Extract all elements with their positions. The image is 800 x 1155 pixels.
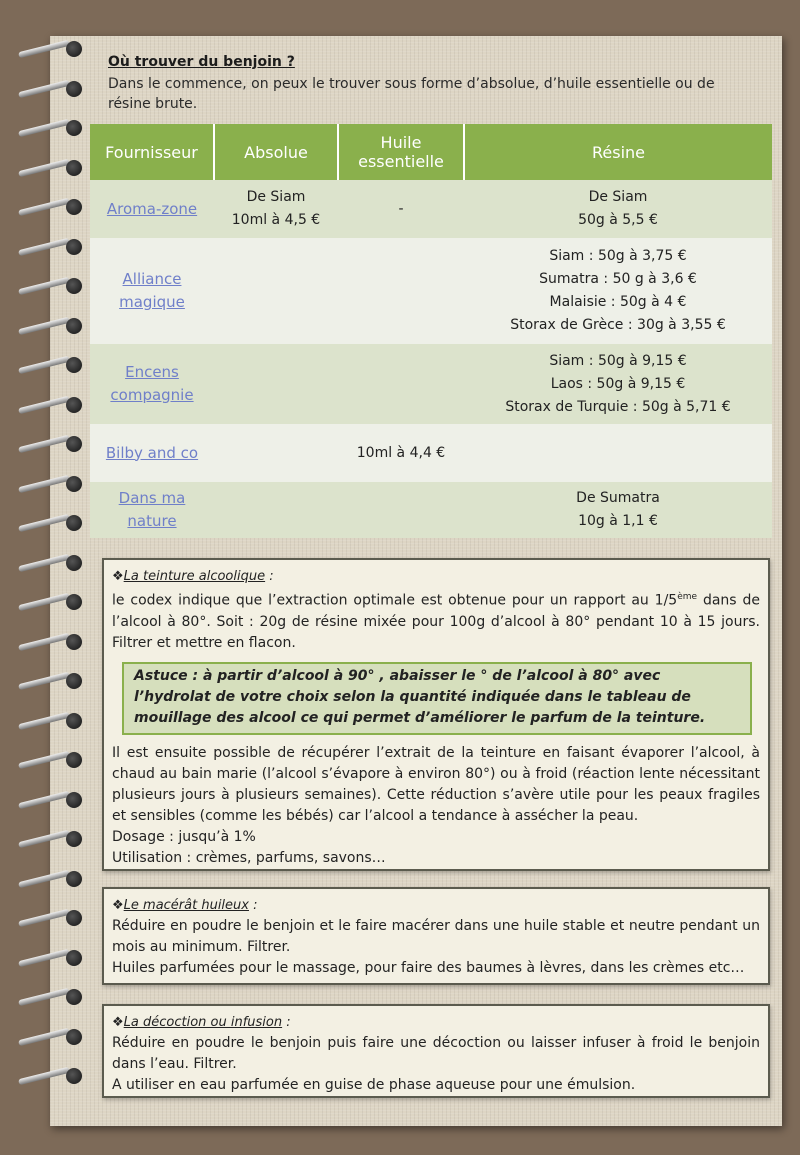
- teinture-title: La teinture alcoolique: [123, 569, 266, 584]
- table-row: [90, 344, 772, 424]
- supplier-table: [90, 124, 772, 538]
- section-title: Où trouver du benjoin ?: [108, 54, 295, 70]
- absolue-cell: [214, 238, 338, 344]
- ring-hole: [66, 436, 82, 452]
- spiral-ring: [14, 119, 84, 135]
- absolue-cell: [214, 180, 338, 238]
- supplier-link[interactable]: Bilby and co: [90, 424, 214, 482]
- spiral-ring: [14, 554, 84, 570]
- spiral-ring: [14, 514, 84, 530]
- ring-wire: [18, 751, 70, 769]
- absolue-cell: [214, 344, 338, 424]
- ring-wire: [18, 869, 70, 887]
- ring-wire: [18, 198, 70, 216]
- ring-hole: [66, 41, 82, 57]
- ring-wire: [18, 948, 70, 966]
- decoction-colon: :: [282, 1015, 291, 1030]
- supplier-link[interactable]: Aroma-zone: [90, 180, 214, 238]
- ring-wire: [18, 119, 70, 137]
- ring-wire: [18, 593, 70, 611]
- table-row: [90, 238, 772, 344]
- teinture-bullet-icon: ❖: [112, 569, 124, 584]
- ring-wire: [18, 356, 70, 374]
- table-row: [90, 482, 772, 538]
- spiral-ring: [14, 949, 84, 965]
- table-row: [90, 424, 772, 482]
- ring-wire: [18, 435, 70, 453]
- ring-wire: [18, 988, 70, 1006]
- spiral-ring: [14, 40, 84, 56]
- teinture-colon: :: [265, 569, 274, 584]
- teinture-para-2: Il est ensuite possible de récupérer l’extrait de la teinture en faisant évaporer l’alcool, à chaud au bain marie (l’alcool s’évapore à environ 80°) ou à froid (réaction lente nécessitant plusieurs jours à plusieurs semaines). Cette réduction s’avère utile pour les peaux fragiles et sensibles (comme les bébés) car l’alcool a tendance à assécher la peau.: [112, 744, 760, 824]
- ring-hole: [66, 1068, 82, 1084]
- ring-hole: [66, 397, 82, 413]
- spiral-ring: [14, 356, 84, 372]
- macerat-heading: [112, 895, 760, 916]
- macerat-title: Le macérât huileux: [123, 898, 249, 913]
- resine-cell: [464, 482, 772, 538]
- teinture-para-1a: le codex indique que l’extraction optimale est obtenue pour un rapport au 1/5: [112, 592, 678, 609]
- decoction-title: La décoction ou infusion: [123, 1015, 283, 1030]
- table-row: [90, 180, 772, 238]
- spiral-ring: [14, 317, 84, 333]
- spiral-ring: [14, 870, 84, 886]
- spiral-ring: [14, 751, 84, 767]
- header-absolue: Absolue: [214, 124, 338, 180]
- huile-cell: [338, 482, 464, 538]
- header-huile: [338, 124, 464, 180]
- spiral-ring: [14, 633, 84, 649]
- ring-hole: [66, 792, 82, 808]
- header-resine: Résine: [464, 124, 772, 180]
- huile-cell-line: -: [398, 200, 404, 217]
- decoction-bullet-icon: ❖: [112, 1015, 124, 1030]
- spiral-ring: [14, 198, 84, 214]
- ring-hole: [66, 318, 82, 334]
- ring-hole: [66, 239, 82, 255]
- ring-wire: [18, 1027, 70, 1045]
- spiral-ring: [14, 435, 84, 451]
- ring-hole: [66, 476, 82, 492]
- ring-wire: [18, 474, 70, 492]
- ring-wire: [18, 632, 70, 650]
- huile-cell: [338, 344, 464, 424]
- ring-hole: [66, 673, 82, 689]
- spiral-binding: [14, 40, 84, 1120]
- teinture-sup: ème: [677, 592, 698, 602]
- ring-wire: [18, 237, 70, 255]
- ring-wire: [18, 40, 70, 58]
- absolue-cell: [214, 482, 338, 538]
- spiral-ring: [14, 475, 84, 491]
- huile-cell-line: 10ml à 4,4 €: [356, 444, 446, 461]
- resine-cell-line: Malaisie : 50g à 4 €: [549, 294, 687, 310]
- ring-wire: [18, 909, 70, 927]
- ring-hole: [66, 634, 82, 650]
- ring-hole: [66, 950, 82, 966]
- spiral-ring: [14, 712, 84, 728]
- teinture-heading: [112, 566, 760, 587]
- ring-wire: [18, 277, 70, 295]
- decoction-box: [102, 1004, 770, 1098]
- spiral-ring: [14, 396, 84, 412]
- ring-wire: [18, 553, 70, 571]
- huile-cell: [338, 180, 464, 238]
- ring-hole: [66, 594, 82, 610]
- absolue-cell: [214, 424, 338, 482]
- spiral-ring: [14, 791, 84, 807]
- huile-cell: [338, 424, 464, 482]
- ring-wire: [18, 672, 70, 690]
- macerat-colon: :: [248, 898, 258, 913]
- resine-cell-line: Sumatra : 50 g à 3,6 €: [539, 271, 697, 287]
- supplier-link[interactable]: Encens compagnie: [90, 344, 214, 424]
- teinture-box: [102, 558, 770, 871]
- ring-hole: [66, 199, 82, 215]
- spiral-ring: [14, 159, 84, 175]
- ring-wire: [18, 1067, 70, 1085]
- supplier-link[interactable]: Alliance magique: [90, 238, 214, 344]
- resine-cell-line: Storax de Turquie : 50g à 5,71 €: [505, 398, 731, 415]
- header-fournisseur: Fournisseur: [90, 124, 214, 180]
- ring-hole: [66, 160, 82, 176]
- decoction-heading: [112, 1012, 760, 1033]
- huile-cell: [338, 238, 464, 344]
- ring-hole: [66, 81, 82, 97]
- spiral-ring: [14, 1067, 84, 1083]
- resine-cell: [464, 424, 772, 482]
- ring-hole: [66, 357, 82, 373]
- section-intro: Dans le commence, on peux le trouver sous forme d’absolue, d’huile essentielle ou de résine brute.: [108, 76, 715, 112]
- teinture-para-1: [112, 587, 760, 654]
- macerat-para-1: Réduire en poudre le benjoin et le faire macérer dans une huile stable et neutre pendant un mois au minimum. Filtrer.: [112, 918, 760, 955]
- table-header-row: [90, 124, 772, 180]
- spiral-ring: [14, 988, 84, 1004]
- resine-cell: [464, 344, 772, 424]
- ring-hole: [66, 278, 82, 294]
- ring-hole: [66, 871, 82, 887]
- spiral-ring: [14, 909, 84, 925]
- spiral-ring: [14, 238, 84, 254]
- macerat-bullet-icon: ❖: [112, 898, 124, 913]
- spiral-ring: [14, 672, 84, 688]
- ring-hole: [66, 752, 82, 768]
- teinture-dosage: Dosage : jusqu’à 1%: [112, 828, 256, 845]
- resine-cell: [464, 238, 772, 344]
- spiral-ring: [14, 593, 84, 609]
- header-huile-label: Huile essentielle: [358, 133, 444, 171]
- ring-hole: [66, 831, 82, 847]
- ring-hole: [66, 515, 82, 531]
- ring-wire: [18, 790, 70, 808]
- ring-hole: [66, 713, 82, 729]
- resine-cell-line: Siam : 50g à 3,75 €: [549, 248, 687, 264]
- astuce-tip: Astuce : à partir d’alcool à 90° , abaisser le ° de l’alcool à 80° avec l’hydrolat de votre choix selon la quantité indiquée dans le tableau de mouillage des alcool ce qui permet d’améliorer le parfum de la teinture.: [122, 662, 752, 735]
- spiral-ring: [14, 80, 84, 96]
- resine-cell-line: Siam : 50g à 9,15 €: [549, 352, 687, 369]
- decoction-para-1: Réduire en poudre le benjoin puis faire une décoction ou laisser infuser à froid le benjoin dans l’eau. Filtrer.: [112, 1035, 760, 1072]
- ring-wire: [18, 79, 70, 97]
- teinture-utilisation: Utilisation : crèmes, parfums, savons…: [112, 849, 386, 866]
- decoction-para-2: A utiliser en eau parfumée en guise de phase aqueuse pour une émulsion.: [112, 1077, 636, 1093]
- resine-cell-line: Storax de Grèce : 30g à 3,55 €: [510, 317, 726, 333]
- ring-wire: [18, 830, 70, 848]
- spiral-ring: [14, 1028, 84, 1044]
- ring-hole: [66, 910, 82, 926]
- absolue-cell-line: 10ml à 4,5 €: [231, 212, 321, 228]
- resine-cell-line: Laos : 50g à 9,15 €: [550, 375, 686, 392]
- absolue-cell-line: De Siam: [246, 189, 306, 205]
- resine-cell-line: 50g à 5,5 €: [578, 212, 658, 228]
- ring-hole: [66, 555, 82, 571]
- ring-wire: [18, 158, 70, 176]
- ring-hole: [66, 120, 82, 136]
- supplier-link[interactable]: Dans ma nature: [90, 482, 214, 538]
- ring-hole: [66, 989, 82, 1005]
- ring-wire: [18, 316, 70, 334]
- teinture-para-1b: dans de l’alcool à 80°. Soit : 20g de résine mixée pour 100g d’alcool à 80° pendant 10 à 15 jours. Filtrer et mettre en flacon.: [112, 592, 760, 651]
- ring-wire: [18, 395, 70, 413]
- resine-cell-line: 10g à 1,1 €: [578, 513, 658, 529]
- ring-hole: [66, 1029, 82, 1045]
- spiral-ring: [14, 830, 84, 846]
- resine-cell: [464, 180, 772, 238]
- resine-cell-line: De Siam: [588, 189, 648, 205]
- macerat-para-2: Huiles parfumées pour le massage, pour faire des baumes à lèvres, dans les crèmes etc…: [112, 960, 745, 976]
- macerat-box: [102, 887, 770, 985]
- resine-cell-line: De Sumatra: [576, 490, 660, 506]
- ring-wire: [18, 514, 70, 532]
- spiral-ring: [14, 277, 84, 293]
- ring-wire: [18, 711, 70, 729]
